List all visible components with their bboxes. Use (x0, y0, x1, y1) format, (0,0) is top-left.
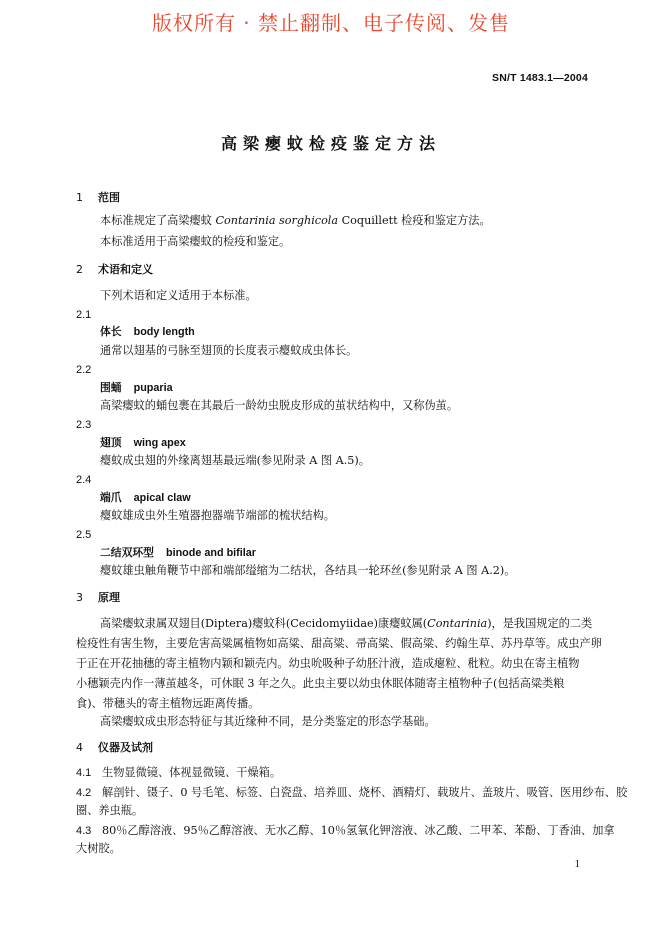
section-1-paragraph-2: 本标准适用于高梁瘿蚊的检疫和鉴定。 (100, 235, 291, 248)
section-2-intro: 下列术语和定义适用于本标准。 (100, 289, 257, 302)
term-heading: 二结双环型 binode and bifilar (100, 546, 256, 559)
section-3-line: 小穗颖壳内作一薄茧越冬，可休眠 3 年之久。此虫主要以幼虫休眠体随寄主植物种子(包括高粱类粮 (76, 677, 565, 690)
term-definition: 瘿蚊雄虫触角鞭节中部和端部缢缩为二结状，各结具一轮环丝(参见附录 A 图 A.2)。 (100, 564, 516, 577)
section-4-heading: 4 仪器及试剂 (76, 741, 153, 754)
term-number: 2.1 (76, 309, 92, 321)
section-1-paragraph-1: 本标准规定了高梁瘿蚊 Contarinia sorghicola Coquillett 检疫和鉴定方法。 (100, 214, 491, 227)
term-definition: 高梁瘿蚊的蛹包裹在其最后一龄幼虫脱皮形成的茧状结构中，又称伪茧。 (100, 399, 459, 412)
term-definition: 瘿蚊雄成虫外生殖器抱器端节端部的梳状结构。 (100, 509, 335, 522)
reagent-item-continued: 大树胶。 (76, 842, 121, 855)
term-number: 2.5 (76, 529, 92, 541)
term-heading: 体长 body length (100, 325, 195, 338)
reagent-item: 4.2 解剖针、镊子、0 号毛笔、标签、白瓷盘、培养皿、烧杯、酒精灯、载玻片、盖玻片、吸管、医用纱布、胶 (76, 786, 628, 799)
section-3-line: 高梁瘿蚊成虫形态特征与其近缘种不同，是分类鉴定的形态学基础。 (100, 715, 436, 728)
reagent-item: 4.1 生物显微镜、体视显微镜、干燥箱。 (76, 766, 282, 779)
section-3-line: 检疫性有害生物，主要危害高粱属植物如高粱、甜高粱、帚高粱、假高粱、约翰生草、苏丹草等。成虫产卵 (76, 637, 602, 650)
page-number: 1 (574, 858, 580, 870)
term-heading: 翅顶 wing apex (100, 436, 186, 449)
term-number: 2.2 (76, 364, 92, 376)
term-definition: 通常以翅基的弓脉至翅顶的长度表示瘿蚊成虫体长。 (100, 344, 358, 357)
page-title: 高梁瘿蚊检疫鉴定方法 (220, 134, 441, 153)
section-3-heading: 3 原理 (76, 591, 120, 604)
copyright-watermark: 版权所有 · 禁止翻制、电子传阅、发售 (151, 11, 511, 35)
term-number: 2.3 (76, 419, 92, 431)
term-definition: 瘿蚊成虫翅的外缘离翅基最远端(参见附录 A 图 A.5)。 (100, 454, 370, 467)
genus-name: Contarinia (427, 617, 488, 630)
term-heading: 端爪 apical claw (100, 491, 191, 504)
term-heading: 围蛹 puparia (100, 381, 173, 394)
section-3-line: 食)、带穗头的寄主植物远距离传播。 (76, 697, 260, 710)
reagent-item-continued: 圈、养虫瓶。 (76, 804, 144, 817)
section-1-heading: 1 范围 (76, 191, 120, 204)
section-3-line: 高梁瘿蚊隶属双翅目(Diptera)瘿蚊科(Cecidomyiidae)康瘿蚊属(Contarinia)，是我国规定的二类 (100, 617, 593, 630)
reagent-item: 4.3 80％乙醇溶液、95％乙醇溶液、无水乙醇、10％氢氧化钾溶液、冰乙酸、二甲苯、苯酚、丁香油、加拿 (76, 824, 615, 837)
term-number: 2.4 (76, 474, 92, 486)
section-2-heading: 2 术语和定义 (76, 263, 153, 276)
section-3-line: 于正在开花抽穗的寄主植物内颖和颖壳内。幼虫吮吸种子幼胚汁液，造成瘪粒、秕粒。幼虫在寄主植物 (76, 657, 580, 670)
standard-number: SN/T 1483.1—2004 (491, 72, 588, 84)
species-name: Contarinia sorghicola (215, 214, 339, 227)
